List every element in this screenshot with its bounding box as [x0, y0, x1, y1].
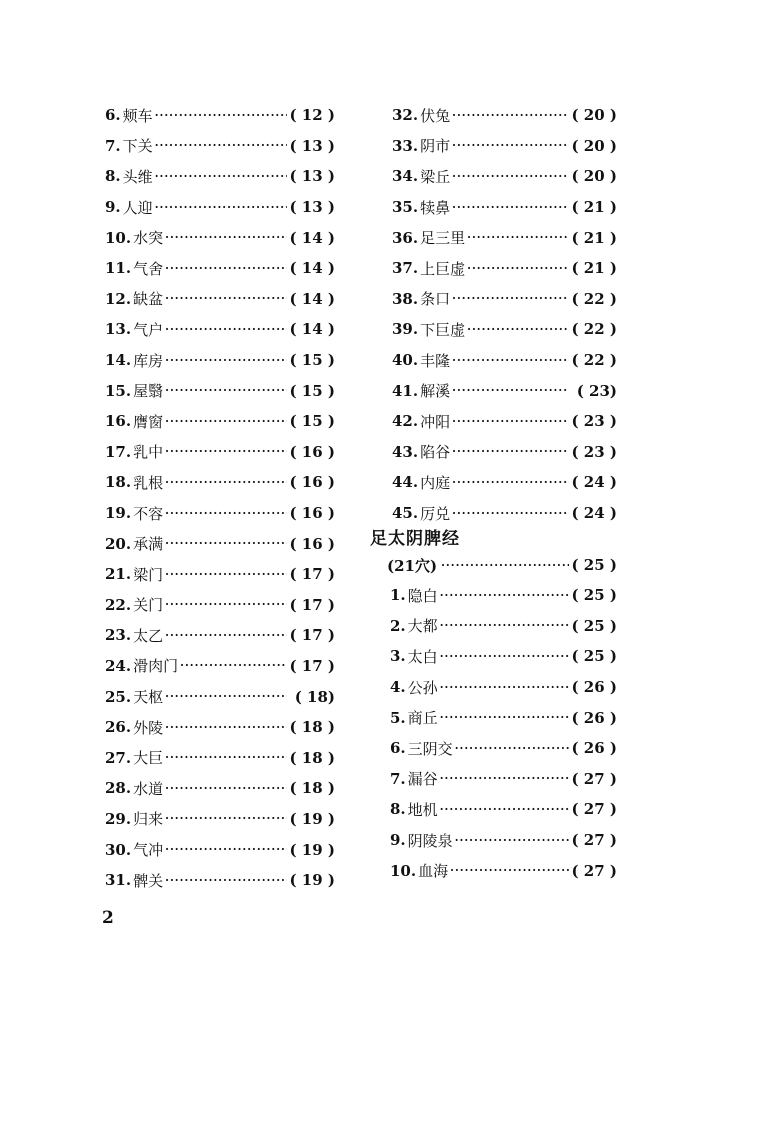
- entry-number: 22.: [105, 595, 132, 614]
- toc-entry: [390, 825, 617, 856]
- entry-name: 梁门: [133, 565, 164, 584]
- entry-name: 缺盆: [133, 290, 164, 309]
- entry-page: ( 16 ): [289, 442, 335, 461]
- toc-entry: [392, 253, 617, 284]
- dot-leader: [165, 262, 287, 275]
- entry-name: 水突: [133, 229, 164, 248]
- entry-page: ( 23 ): [571, 412, 617, 431]
- entry-name: 伏兔: [420, 106, 451, 125]
- entry-page: ( 27 ): [571, 800, 617, 819]
- entry-number: 8.: [105, 167, 121, 186]
- toc-entry: [105, 314, 335, 345]
- entry-page: ( 16 ): [289, 534, 335, 553]
- entry-page: ( 13 ): [289, 167, 335, 186]
- dot-leader: [452, 415, 569, 428]
- entry-number: 41.: [392, 381, 419, 400]
- entry-page: ( 26 ): [571, 739, 617, 758]
- dot-leader: [440, 772, 569, 785]
- entry-name: 陷谷: [420, 443, 451, 462]
- entry-name: 厉兑: [420, 504, 451, 523]
- entry-number: 18.: [105, 473, 132, 492]
- entry-number: 37.: [392, 259, 419, 278]
- toc-entry: [105, 590, 335, 621]
- dot-leader: [165, 415, 287, 428]
- toc-entry: [105, 681, 335, 712]
- dot-leader: [452, 109, 569, 122]
- entry-number: 33.: [392, 136, 419, 155]
- dot-leader: [165, 231, 287, 244]
- dot-leader: [440, 650, 569, 663]
- entry-name: 丰隆: [420, 351, 451, 370]
- entry-page: ( 20 ): [571, 106, 617, 125]
- dot-leader: [165, 721, 287, 734]
- toc-entry: [105, 437, 335, 468]
- toc-entry: [392, 345, 617, 376]
- toc-entry: [390, 580, 617, 611]
- entry-page: ( 12 ): [289, 106, 335, 125]
- toc-entry: [105, 712, 335, 743]
- entry-page: ( 27 ): [571, 769, 617, 788]
- entry-page: ( 16 ): [289, 504, 335, 523]
- entry-number: 9.: [390, 831, 406, 850]
- entry-page: ( 17 ): [289, 565, 335, 584]
- dot-leader: [440, 711, 569, 724]
- toc-entry: [105, 222, 335, 253]
- toc-entry: [105, 284, 335, 315]
- entry-page: ( 23 ): [571, 442, 617, 461]
- entry-number: 8.: [390, 800, 406, 819]
- dot-leader: [155, 109, 287, 122]
- entry-name: 下巨虚: [420, 320, 466, 339]
- entry-name: 三阴交: [407, 739, 453, 758]
- entry-number: 30.: [105, 840, 132, 859]
- toc-entry: [105, 375, 335, 406]
- entry-page: ( 21 ): [571, 259, 617, 278]
- dot-leader: [440, 803, 569, 816]
- entry-number: 35.: [392, 198, 419, 217]
- entry-number: 25.: [105, 687, 132, 706]
- entry-number: 11.: [105, 259, 132, 278]
- toc-entry: [105, 406, 335, 437]
- entry-number: 20.: [105, 534, 132, 553]
- entry-name: 大巨: [133, 749, 164, 768]
- entry-number: 40.: [392, 351, 419, 370]
- entry-name: 商丘: [407, 709, 438, 728]
- entry-page: ( 18): [294, 687, 335, 706]
- entry-number: 19.: [105, 504, 132, 523]
- entry-name: 髀关: [133, 871, 164, 890]
- entry-name: 乳根: [133, 473, 164, 492]
- entry-number: 21.: [105, 565, 132, 584]
- dot-leader: [441, 559, 569, 572]
- entry-number: 3.: [390, 647, 406, 666]
- entry-number: 17.: [105, 442, 132, 461]
- entry-page: ( 26 ): [571, 678, 617, 697]
- toc-entry: [105, 773, 335, 804]
- toc-entry: [390, 702, 617, 733]
- entry-page: ( 18 ): [289, 779, 335, 798]
- dot-leader: [467, 231, 569, 244]
- toc-entry: [390, 855, 617, 886]
- section-subtitle-row: [387, 550, 617, 581]
- entry-number: 26.: [105, 718, 132, 737]
- entry-page: ( 17 ): [289, 656, 335, 675]
- entry-page: ( 14 ): [289, 259, 335, 278]
- dot-leader: [452, 170, 569, 183]
- entry-page: ( 13 ): [289, 136, 335, 155]
- entry-number: 10.: [390, 861, 417, 880]
- entry-name: 外陵: [133, 718, 164, 737]
- dot-leader: [467, 262, 569, 275]
- dot-leader: [165, 476, 287, 489]
- entry-number: 2.: [390, 616, 406, 635]
- toc-entry: [105, 100, 335, 131]
- entry-page: ( 20 ): [571, 167, 617, 186]
- entry-name: 地机: [407, 800, 438, 819]
- entry-number: 16.: [105, 412, 132, 431]
- toc-entry: [105, 528, 335, 559]
- entry-number: 7.: [390, 769, 406, 788]
- entry-number: 36.: [392, 228, 419, 247]
- dot-leader: [452, 139, 569, 152]
- entry-page: ( 22 ): [571, 351, 617, 370]
- entry-page: ( 17 ): [289, 595, 335, 614]
- entry-name: 公孙: [407, 678, 438, 697]
- dot-leader: [165, 690, 287, 703]
- section-subtitle-page: ( 25 ): [571, 556, 617, 575]
- toc-right-column: [392, 100, 617, 528]
- entry-page: ( 22 ): [571, 320, 617, 339]
- entry-name: 承满: [133, 535, 164, 554]
- toc-entry: [105, 467, 335, 498]
- dot-leader: [450, 864, 569, 877]
- entry-name: 阴陵泉: [407, 831, 453, 850]
- toc-entry: [392, 192, 617, 223]
- section-heading: 足太阴脾经: [370, 529, 460, 549]
- dot-leader: [165, 354, 287, 367]
- entry-page: ( 18 ): [289, 748, 335, 767]
- entry-number: 27.: [105, 748, 132, 767]
- dot-leader: [165, 537, 287, 550]
- toc-entry: [390, 641, 617, 672]
- entry-name: 足三里: [420, 229, 466, 248]
- entry-number: 39.: [392, 320, 419, 339]
- entry-number: 6.: [105, 106, 121, 125]
- entry-number: 23.: [105, 626, 132, 645]
- entry-page: ( 23): [576, 381, 617, 400]
- entry-number: 15.: [105, 381, 132, 400]
- dot-leader: [165, 843, 287, 856]
- page-number: 2: [102, 908, 114, 928]
- entry-name: 颊车: [122, 106, 153, 125]
- entry-number: 34.: [392, 167, 419, 186]
- entry-number: 44.: [392, 473, 419, 492]
- entry-number: 29.: [105, 809, 132, 828]
- entry-name: 气舍: [133, 259, 164, 278]
- entry-number: 42.: [392, 412, 419, 431]
- dot-leader: [165, 782, 287, 795]
- entry-name: 解溪: [420, 382, 451, 401]
- dot-leader: [452, 445, 569, 458]
- entry-number: 10.: [105, 228, 132, 247]
- entry-page: ( 25 ): [571, 647, 617, 666]
- entry-page: ( 14 ): [289, 289, 335, 308]
- entry-name: 屋翳: [133, 382, 164, 401]
- toc-left-column: [105, 100, 335, 895]
- entry-number: 7.: [105, 136, 121, 155]
- entry-name: 隐白: [407, 586, 438, 605]
- entry-page: ( 27 ): [571, 861, 617, 880]
- entry-page: ( 15 ): [289, 381, 335, 400]
- entry-page: ( 24 ): [571, 473, 617, 492]
- dot-leader: [452, 292, 569, 305]
- dot-leader: [155, 139, 287, 152]
- toc-entry: [105, 804, 335, 835]
- toc-entry: [390, 733, 617, 764]
- entry-number: 24.: [105, 656, 132, 675]
- entry-number: 1.: [390, 586, 406, 605]
- toc-entry: [105, 865, 335, 896]
- entry-name: 人迎: [122, 198, 153, 217]
- dot-leader: [455, 742, 569, 755]
- entry-page: ( 22 ): [571, 289, 617, 308]
- toc-entry: [392, 131, 617, 162]
- entry-number: 6.: [390, 739, 406, 758]
- dot-leader: [467, 323, 569, 336]
- entry-page: ( 21 ): [571, 228, 617, 247]
- dot-leader: [165, 568, 287, 581]
- toc-entry: [392, 467, 617, 498]
- entry-name: 气冲: [133, 841, 164, 860]
- dot-leader: [452, 476, 569, 489]
- dot-leader: [452, 384, 569, 397]
- entry-number: 32.: [392, 106, 419, 125]
- entry-name: 不容: [133, 504, 164, 523]
- entry-number: 5.: [390, 708, 406, 727]
- entry-page: ( 19 ): [289, 840, 335, 859]
- entry-name: 太白: [407, 647, 438, 666]
- toc-entry: [105, 498, 335, 529]
- entry-number: 12.: [105, 289, 132, 308]
- toc-entry: [392, 375, 617, 406]
- toc-entry: [105, 131, 335, 162]
- toc-entry: [105, 192, 335, 223]
- entry-page: ( 25 ): [571, 616, 617, 635]
- toc-entry: [105, 559, 335, 590]
- entry-page: ( 15 ): [289, 351, 335, 370]
- dot-leader: [452, 201, 569, 214]
- toc-section-entries: [390, 580, 617, 886]
- toc-entry: [105, 651, 335, 682]
- entry-number: 13.: [105, 320, 132, 339]
- toc-entry: [390, 794, 617, 825]
- entry-name: 大都: [407, 617, 438, 636]
- dot-leader: [155, 170, 287, 183]
- toc-entry: [392, 437, 617, 468]
- entry-name: 梁丘: [420, 167, 451, 186]
- dot-leader: [440, 681, 569, 694]
- dot-leader: [165, 812, 287, 825]
- section-subtitle: (21穴): [387, 556, 438, 575]
- entry-page: ( 21 ): [571, 198, 617, 217]
- toc-entry: [105, 620, 335, 651]
- entry-page: ( 27 ): [571, 831, 617, 850]
- toc-entry: [392, 100, 617, 131]
- dot-leader: [165, 507, 287, 520]
- entry-name: 天枢: [133, 688, 164, 707]
- entry-name: 冲阳: [420, 412, 451, 431]
- entry-name: 上巨虚: [420, 259, 466, 278]
- toc-entry: [105, 742, 335, 773]
- entry-name: 滑肉门: [133, 657, 179, 676]
- entry-name: 血海: [418, 862, 449, 881]
- entry-page: ( 15 ): [289, 412, 335, 431]
- entry-name: 犊鼻: [420, 198, 451, 217]
- toc-entry: [105, 253, 335, 284]
- entry-page: ( 25 ): [571, 586, 617, 605]
- dot-leader: [165, 323, 287, 336]
- entry-page: ( 19 ): [289, 809, 335, 828]
- entry-page: ( 20 ): [571, 136, 617, 155]
- entry-name: 归来: [133, 810, 164, 829]
- entry-number: 43.: [392, 442, 419, 461]
- entry-name: 头维: [122, 167, 153, 186]
- entry-page: ( 16 ): [289, 473, 335, 492]
- dot-leader: [165, 598, 287, 611]
- entry-name: 下关: [122, 137, 153, 156]
- toc-entry: [390, 611, 617, 642]
- entry-name: 条口: [420, 290, 451, 309]
- dot-leader: [165, 751, 287, 764]
- entry-name: 乳中: [133, 443, 164, 462]
- entry-page: ( 14 ): [289, 228, 335, 247]
- entry-page: ( 17 ): [289, 626, 335, 645]
- toc-entry: [105, 345, 335, 376]
- entry-name: 库房: [133, 351, 164, 370]
- dot-leader: [440, 589, 569, 602]
- entry-number: 28.: [105, 779, 132, 798]
- entry-name: 内庭: [420, 473, 451, 492]
- dot-leader: [440, 619, 569, 632]
- entry-page: ( 13 ): [289, 198, 335, 217]
- toc-entry: [392, 161, 617, 192]
- dot-leader: [180, 659, 287, 672]
- entry-name: 漏谷: [407, 770, 438, 789]
- entry-name: 阴市: [420, 137, 451, 156]
- entry-number: 31.: [105, 871, 132, 890]
- entry-page: ( 24 ): [571, 504, 617, 523]
- dot-leader: [165, 874, 287, 887]
- toc-entry: [390, 764, 617, 795]
- entry-name: 关门: [133, 596, 164, 615]
- toc-entry: [105, 834, 335, 865]
- toc-entry: [392, 284, 617, 315]
- dot-leader: [155, 201, 287, 214]
- entry-name: 气户: [133, 320, 164, 339]
- entry-name: 膺窗: [133, 412, 164, 431]
- entry-number: 45.: [392, 504, 419, 523]
- dot-leader: [165, 292, 287, 305]
- entry-number: 38.: [392, 289, 419, 308]
- entry-number: 9.: [105, 198, 121, 217]
- toc-entry: [392, 406, 617, 437]
- dot-leader: [165, 445, 287, 458]
- dot-leader: [455, 834, 569, 847]
- dot-leader: [452, 354, 569, 367]
- entry-number: 14.: [105, 351, 132, 370]
- toc-entry: [392, 314, 617, 345]
- toc-entry: [390, 672, 617, 703]
- dot-leader: [165, 384, 287, 397]
- entry-name: 水道: [133, 779, 164, 798]
- entry-page: ( 18 ): [289, 718, 335, 737]
- dot-leader: [452, 507, 569, 520]
- toc-entry: [392, 222, 617, 253]
- entry-number: 4.: [390, 678, 406, 697]
- entry-name: 太乙: [133, 626, 164, 645]
- dot-leader: [165, 629, 287, 642]
- entry-page: ( 19 ): [289, 871, 335, 890]
- toc-entry: [105, 161, 335, 192]
- entry-page: ( 26 ): [571, 708, 617, 727]
- entry-page: ( 14 ): [289, 320, 335, 339]
